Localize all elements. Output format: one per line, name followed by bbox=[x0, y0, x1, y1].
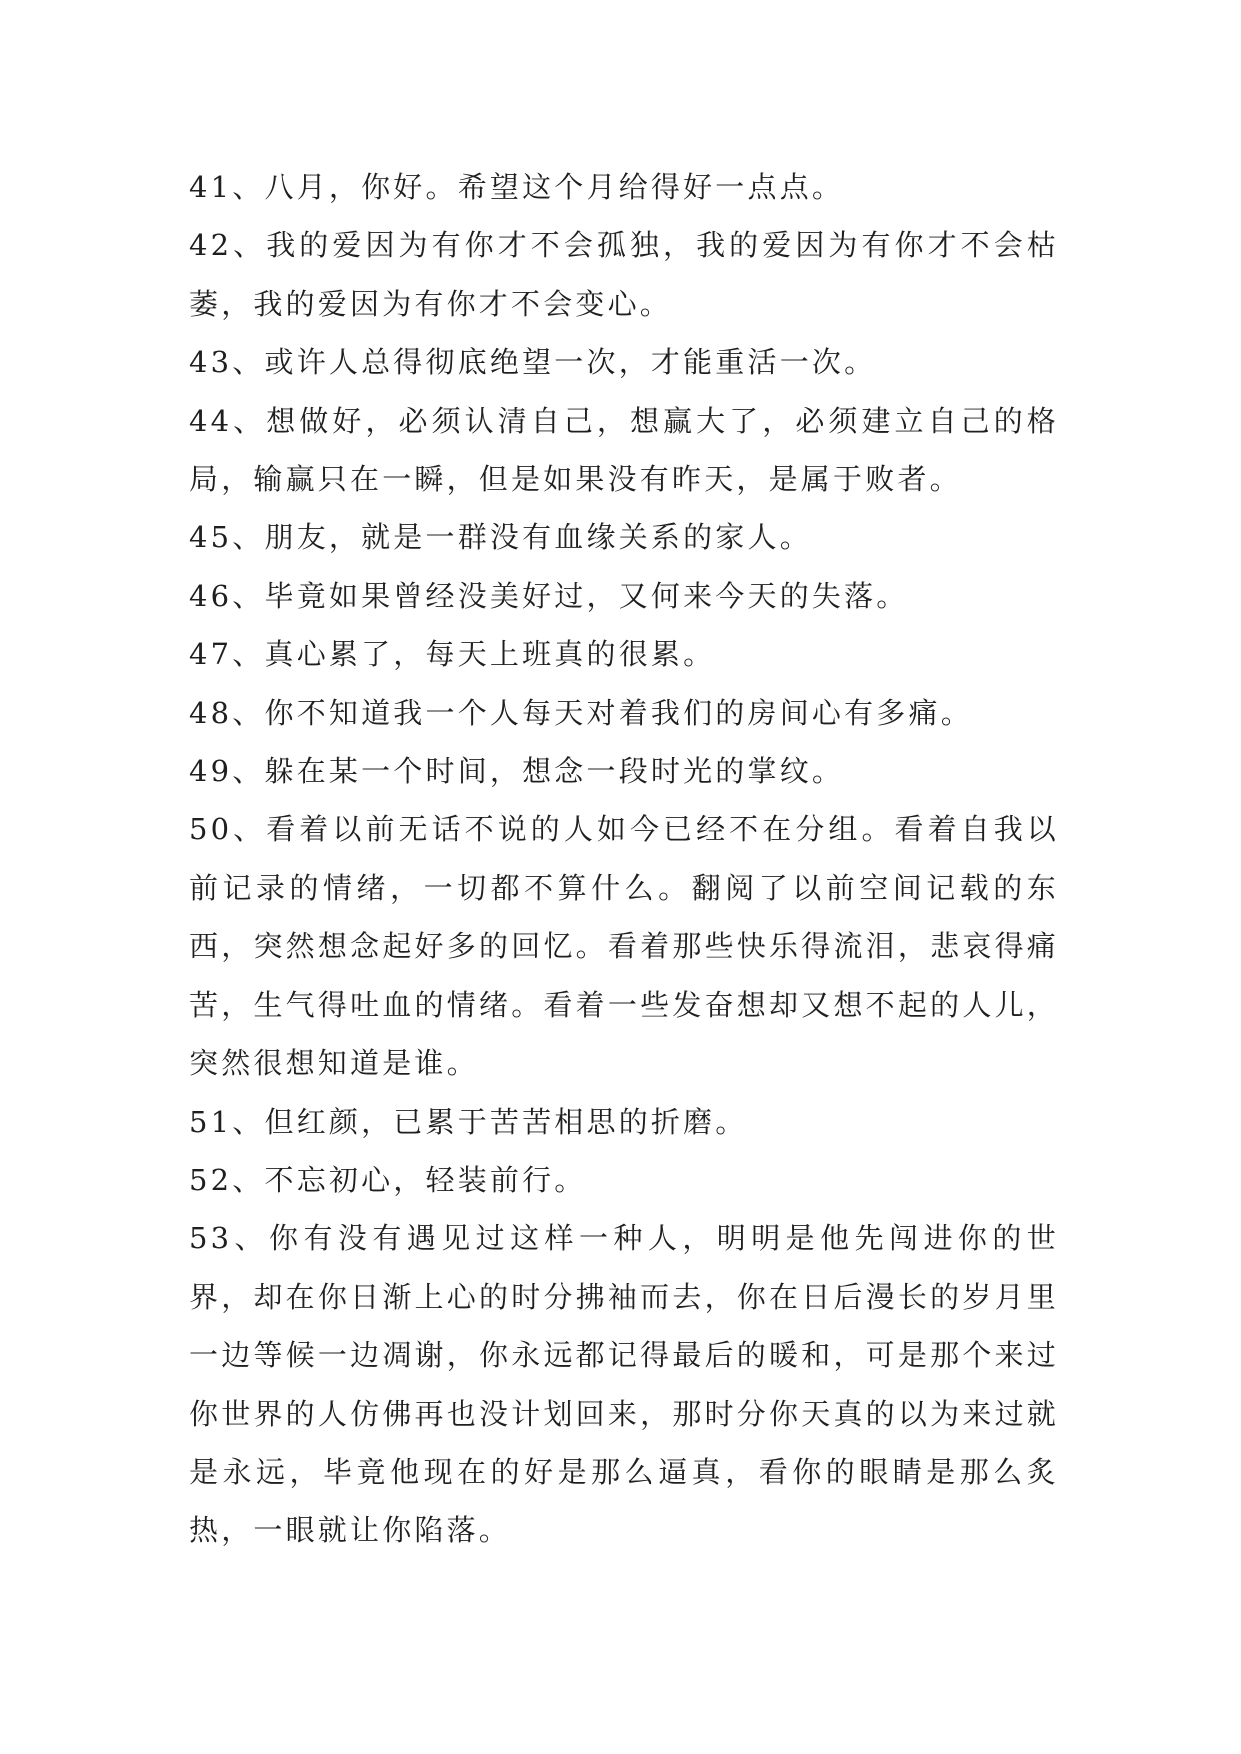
quote-entry-49: 49、躲在某一个时间，想念一段时光的掌纹。 bbox=[189, 754, 845, 789]
quote-entry-47: 47、真心累了，每天上班真的很累。 bbox=[189, 637, 716, 672]
document-body bbox=[189, 158, 1059, 1560]
quote-entry-50: 50、看着以前无话不说的人如今已经不在分组。看着自我以前记录的情绪，一切都不算什么。翻阅了以前空间记载的东西，突然想念起好多的回忆。看着那些快乐得流泪，悲哀得痛苦，生气得吐血的情绪。看着一些发奋想却又想不起的人儿，突然很想知道是谁。 bbox=[189, 812, 1059, 1081]
quote-entry-48: 48、你不知道我一个人每天对着我们的房间心有多痛。 bbox=[189, 695, 973, 730]
quote-entry-44: 44、想做好，必须认清自己，想赢大了，必须建立自己的格局，输赢只在一瞬，但是如果没有昨天，是属于败者。 bbox=[189, 403, 1059, 497]
quote-entry-51: 51、但红颜，已累于苦苦相思的折磨。 bbox=[189, 1104, 748, 1139]
quote-entry-41: 41、八月，你好。希望这个月给得好一点点。 bbox=[189, 170, 845, 204]
quote-entry-45: 45、朋友，就是一群没有血缘关系的家人。 bbox=[189, 520, 812, 555]
quote-entry-43: 43、或许人总得彻底绝望一次，才能重活一次。 bbox=[189, 345, 877, 380]
quote-entry-42: 42、我的爱因为有你才不会孤独，我的爱因为有你才不会枯萎，我的爱因为有你才不会变心。 bbox=[189, 228, 1059, 321]
quote-entry-46: 46、毕竟如果曾经没美好过，又何来今天的失落。 bbox=[189, 578, 909, 613]
quote-entry-53: 53、你有没有遇见过这样一种人，明明是他先闯进你的世界，却在你日渐上心的时分拂袖而去，你在日后漫长的岁月里一边等候一边凋谢，你永远都记得最后的暖和，可是那个来过你世界的人仿佛再也没计划回来，那时分你天真的以为来过就是永远，毕竟他现在的好是那么逼真，看你的眼睛是那么炙热，一眼就让你陷落。 bbox=[189, 1221, 1059, 1548]
quote-entry-52: 52、不忘初心，轻装前行。 bbox=[189, 1162, 587, 1197]
